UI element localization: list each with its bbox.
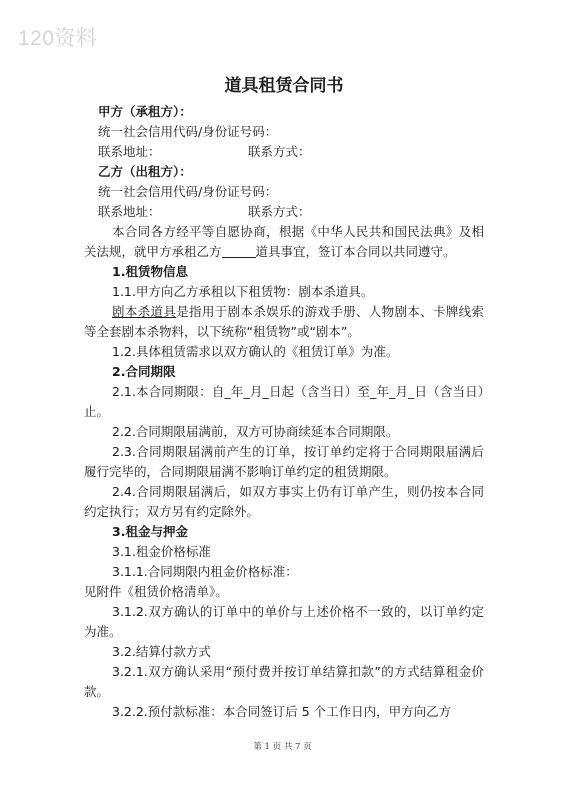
party-b-address: 联系地址： xyxy=(98,204,161,219)
section-1-heading: 1.租赁物信息 xyxy=(112,264,188,279)
clause-2-4: 2.4.合同期限届满后，如双方事实上仍有订单产生，则仍按本合同约定执行；双方另有约定除外。 xyxy=(84,484,484,519)
section-3-heading: 3.租金与押金 xyxy=(112,524,188,539)
section-2-heading: 2.合同期限 xyxy=(112,364,176,379)
clause-3-1-2: 3.1.2.双方确认的订单中的单价与上述价格不一致的，以订单约定为准。 xyxy=(84,604,484,639)
clause-3-1: 3.1.租金价格标准 xyxy=(112,544,211,559)
party-a-contact: 联系方式： xyxy=(248,144,311,159)
party-b-contact: 联系方式： xyxy=(248,204,311,219)
clause-3-2-1: 3.2.1.双方确认采用“预付费并按订单结算扣款”的方式结算租金价款。 xyxy=(84,664,484,699)
clause-2-2: 2.2.合同期限届满前，双方可协商续延本合同期限。 xyxy=(112,424,399,439)
preamble-paragraph: 本合同各方经平等自愿协商，根据《中华人民共和国民法典》及相关法规，就甲方承租乙方 道具事宜，签订本合同以共同遵守。 xyxy=(84,224,484,259)
blank-line xyxy=(222,243,256,258)
clause-3-1-1-detail: 见附件《租赁价格清单》。 xyxy=(84,584,228,599)
document-page xyxy=(84,74,484,722)
clause-1-1: 1.1.甲方向乙方承租以下租赁物：剧本杀道具。 xyxy=(112,284,374,299)
party-b-credit-code: 统一社会信用代码/身份证号码： xyxy=(98,184,278,199)
watermark: 120资料 xyxy=(18,27,98,50)
clause-3-2-2: 3.2.2.预付款标准：本合同签订后 5 个工作日内，甲方向乙方 xyxy=(112,704,452,719)
party-a-contact-row xyxy=(84,142,484,162)
document-title: 道具租赁合同书 xyxy=(224,76,344,96)
clause-1-2: 1.2.具体租赁需求以双方确认的《租赁订单》为准。 xyxy=(112,344,399,359)
clause-3-2: 3.2.结算付款方式 xyxy=(112,644,211,659)
party-a-heading: 甲方（承租方）： xyxy=(98,104,192,119)
clause-3-1-1: 3.1.1.合同期限内租金价格标准： xyxy=(112,564,298,579)
party-b-contact-row xyxy=(84,202,484,222)
party-a-address: 联系地址： xyxy=(98,144,161,159)
clause-2-3: 2.3.合同期限届满前产生的订单，按订单约定将于合同期限届满后履行完毕的，合同期限届满不影响订单约定的租赁期限。 xyxy=(84,444,484,479)
clause-2-1: 2.1.本合同期限：自_年_月_日起（含当日）至_年_月_日（含当日）止。 xyxy=(84,384,484,419)
clause-1-definition: 剧本杀道具是指用于剧本杀娱乐的游戏手册、人物剧本、卡牌线索等全套剧本杀物料，以下统称“租赁物”或“剧本”。 xyxy=(84,304,484,339)
page-number-footer: 第 1 页 共 7 页 xyxy=(253,742,312,752)
party-a-credit-code: 统一社会信用代码/身份证号码： xyxy=(98,124,278,139)
party-b-heading: 乙方（出租方）： xyxy=(98,164,192,179)
